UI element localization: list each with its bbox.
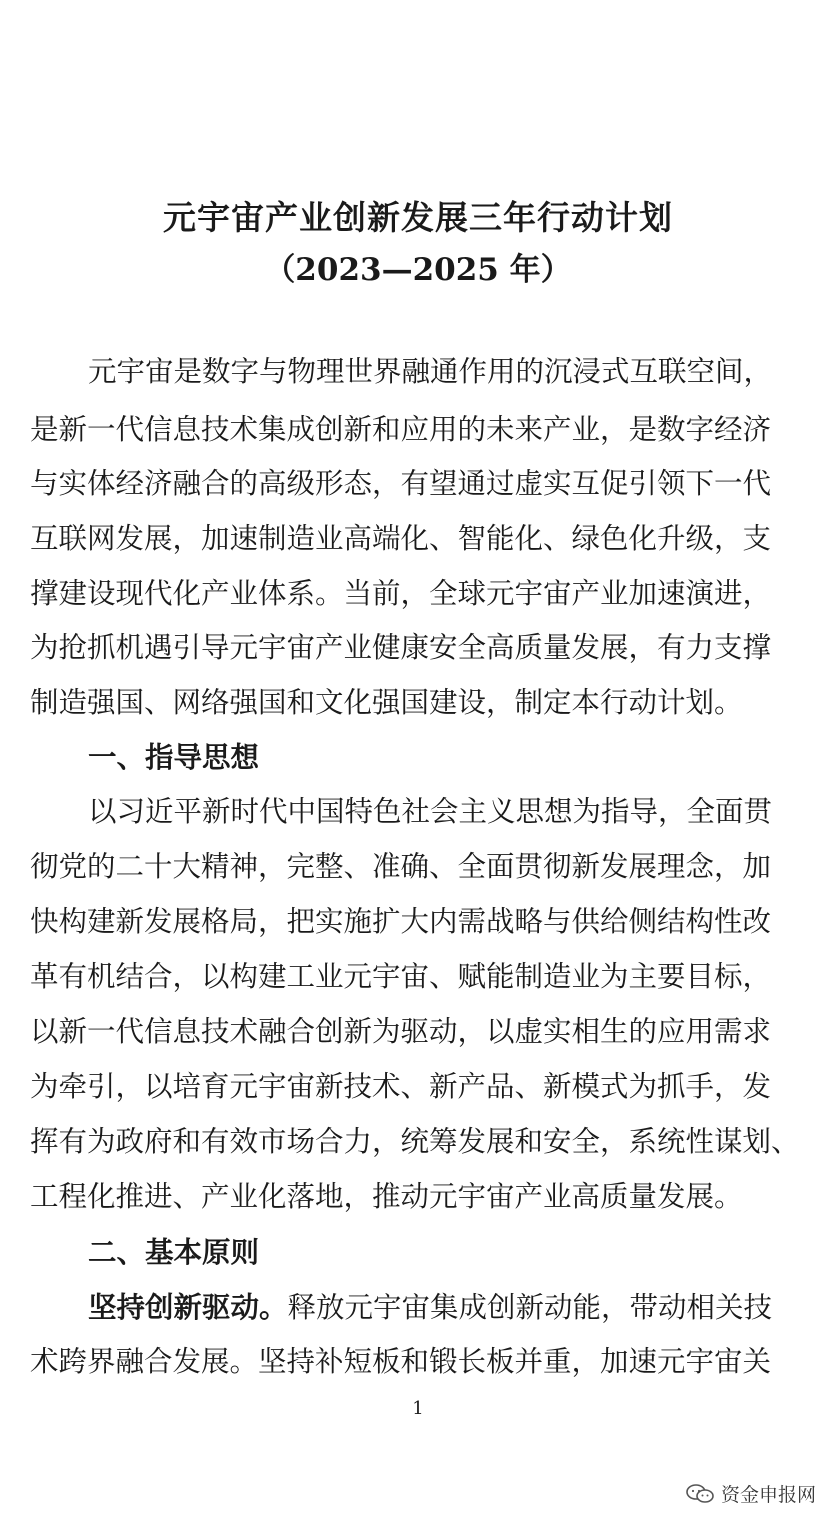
section-heading-guiding-ideology: 一、指导思想 bbox=[88, 740, 260, 774]
document-title: 元宇宙产业创新发展三年行动计划 bbox=[163, 198, 673, 237]
paragraph-line: 制造强国、网络强国和文化强国建设，制定本行动计划。 bbox=[30, 686, 743, 719]
paragraph-line: 术跨界融合发展。坚持补短板和锻长板并重，加速元宇宙关 bbox=[30, 1345, 772, 1378]
principle-lead: 坚持创新驱动。 bbox=[88, 1290, 288, 1324]
paragraph-line: 是新一代信息技术集成创新和应用的未来产业，是数字经济 bbox=[30, 413, 772, 446]
principle-text: 释放元宇宙集成创新动能，带动相关技 bbox=[287, 1291, 773, 1324]
paragraph-line: 为牵引，以培育元宇宙新技术、新产品、新模式为抓手，发 bbox=[30, 1070, 772, 1103]
section-heading-basic-principles: 二、基本原则 bbox=[88, 1235, 260, 1269]
document-subtitle: （2023—2025 年） bbox=[264, 252, 572, 288]
paragraph-line: 撑建设现代化产业体系。当前，全球元宇宙产业加速演进， bbox=[30, 577, 772, 610]
paragraph-line: 挥有为政府和有效市场合力，统筹发展和安全，系统性谋划、 bbox=[30, 1125, 800, 1158]
paragraph-line: 与实体经济融合的高级形态，有望通过虚实互促引领下一代 bbox=[30, 467, 772, 500]
paragraph-line: 以习近平新时代中国特色社会主义思想为指导，全面贯 bbox=[88, 795, 773, 828]
paragraph-line: 快构建新发展格局，把实施扩大内需战略与供给侧结构性改 bbox=[30, 905, 772, 938]
paragraph-line: 互联网发展，加速制造业高端化、智能化、绿色化升级，支 bbox=[30, 522, 772, 555]
paragraph-line: 为抢抓机遇引导元宇宙产业健康安全高质量发展，有力支撑 bbox=[30, 631, 772, 664]
watermark bbox=[685, 1480, 816, 1507]
paragraph-line: 以新一代信息技术融合创新为驱动，以虚实相生的应用需求 bbox=[30, 1015, 772, 1048]
watermark-text: 资金申报网 bbox=[720, 1484, 816, 1506]
paragraph-line: 元宇宙是数字与物理世界融通作用的沉浸式互联空间， bbox=[88, 355, 773, 388]
paragraph-line: 革有机结合，以构建工业元宇宙、赋能制造业为主要目标， bbox=[30, 960, 772, 993]
paragraph-line: 彻党的二十大精神，完整、准确、全面贯彻新发展理念，加 bbox=[30, 850, 772, 883]
paragraph-line bbox=[88, 1287, 772, 1327]
wechat-icon bbox=[685, 1483, 715, 1505]
page-number: 1 bbox=[412, 1398, 424, 1419]
paragraph-line: 工程化推进、产业化落地，推动元宇宙产业高质量发展。 bbox=[30, 1180, 743, 1213]
